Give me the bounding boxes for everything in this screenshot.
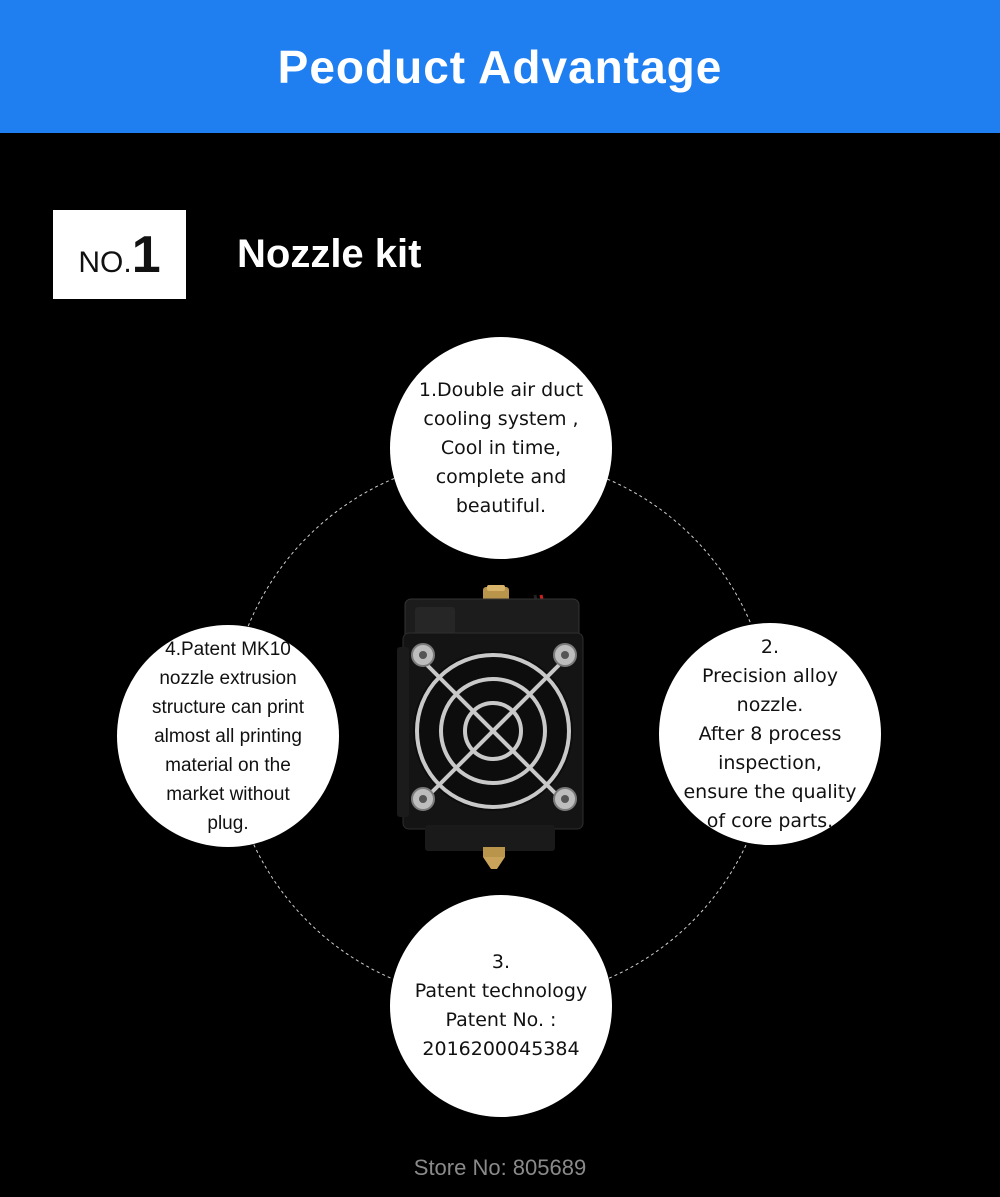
feature-circle-mk10: [117, 625, 339, 847]
feature-circle-patent: [390, 895, 612, 1117]
feature-text-cooling: 1.Double air duct cooling system , Cool in time, complete and beautiful.: [418, 378, 584, 517]
feature-text-alloy-nozzle: 2. Precision alloy nozzle. After 8 process inspection, ensure the quality of core parts.: [683, 635, 857, 832]
feature-circle-alloy-nozzle: [659, 623, 881, 845]
nozzle-kit-image: [395, 585, 605, 870]
feature-circle-cooling: [390, 337, 612, 559]
feature-text-patent: 3. Patent technology Patent No. : 2016200045384: [414, 951, 588, 1060]
section-title: Nozzle kit: [237, 232, 422, 276]
banner-title: Peoduct Advantage: [277, 40, 723, 93]
store-number: Store No: 805689: [413, 1155, 587, 1180]
badge-prefix: NO.: [78, 246, 132, 279]
feature-text-mk10: 4.Patent MK10 nozzle extrusion structure can print almost all printing material on the market without plug.: [151, 638, 305, 834]
badge-number: 1: [131, 226, 161, 284]
